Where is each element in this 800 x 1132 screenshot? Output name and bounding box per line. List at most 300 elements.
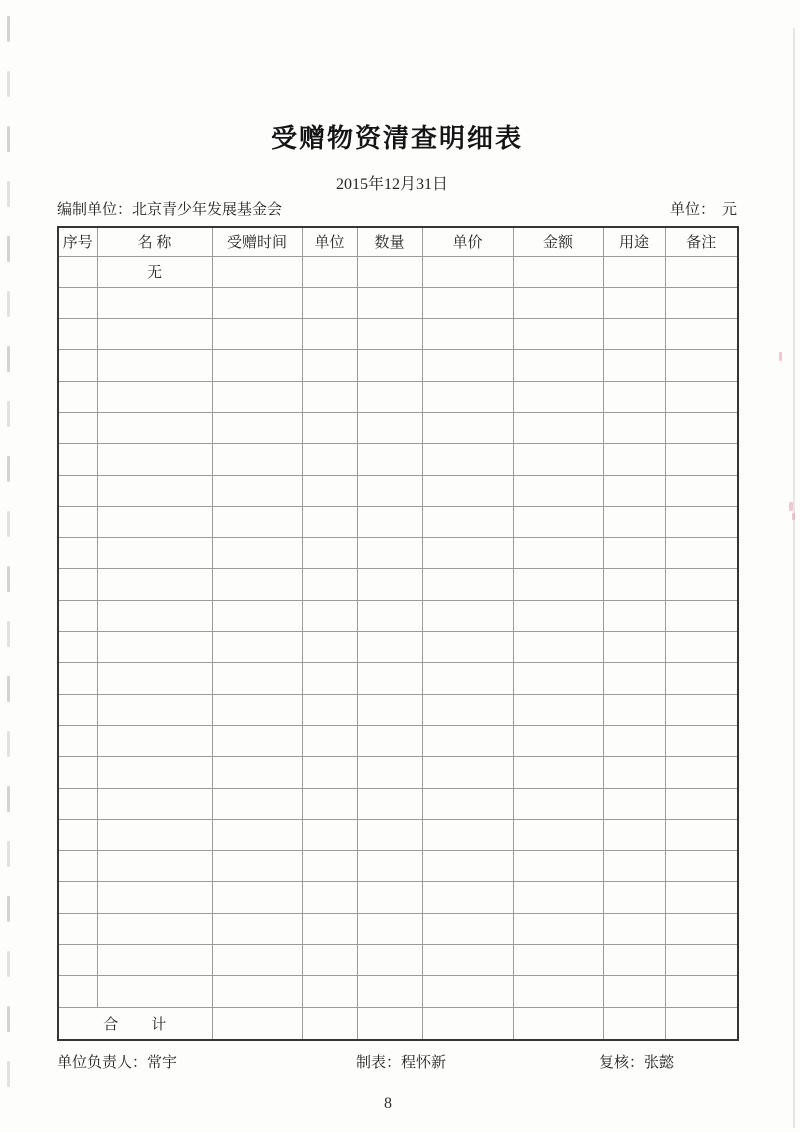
total-row [58, 1007, 738, 1040]
table-cell [97, 381, 212, 412]
table-cell [97, 976, 212, 1007]
table-row [58, 819, 738, 850]
table-cell [357, 444, 422, 475]
table-cell [58, 381, 97, 412]
scan-edge-dash [7, 786, 10, 812]
table-cell [357, 319, 422, 350]
table-body [58, 256, 738, 1007]
table-cell [302, 882, 357, 913]
inventory-table [57, 226, 739, 1041]
table-cell [603, 350, 665, 381]
table-cell [58, 913, 97, 944]
table-cell [665, 600, 738, 631]
table-cell [665, 350, 738, 381]
table-cell [357, 569, 422, 600]
table-row [58, 632, 738, 663]
table-cell [665, 882, 738, 913]
table-cell [665, 1007, 738, 1040]
scan-right-line [793, 28, 795, 1128]
table-row [58, 350, 738, 381]
table-row [58, 976, 738, 1007]
table-cell [665, 757, 738, 788]
scan-edge-dash [7, 951, 10, 977]
scan-edge-dash [7, 841, 10, 867]
table-cell [357, 819, 422, 850]
table-cell [603, 381, 665, 412]
table-cell [513, 882, 603, 913]
table-cell [212, 538, 302, 569]
table-cell [357, 350, 422, 381]
table-cell [97, 475, 212, 506]
table-cell [58, 788, 97, 819]
table-cell [665, 319, 738, 350]
scan-pink-speck [792, 513, 795, 520]
table-cell [302, 632, 357, 663]
table-row [58, 945, 738, 976]
prepared-by-label: 编制单位： [57, 202, 133, 218]
table-cell [97, 412, 212, 443]
table-cell [302, 444, 357, 475]
column-header: 序号 [58, 227, 97, 256]
table-cell [513, 851, 603, 882]
table-cell [422, 757, 513, 788]
column-header: 用途 [603, 227, 665, 256]
table-row [58, 506, 738, 537]
table-cell [513, 1007, 603, 1040]
table-cell [513, 976, 603, 1007]
table-cell [58, 506, 97, 537]
table-cell [357, 538, 422, 569]
table-cell [212, 600, 302, 631]
table-cell [422, 256, 513, 287]
table-cell [97, 757, 212, 788]
table-cell [97, 569, 212, 600]
table-cell [513, 475, 603, 506]
table-cell [513, 444, 603, 475]
table-cell [422, 632, 513, 663]
table-cell [422, 319, 513, 350]
table-cell [357, 882, 422, 913]
table-cell [513, 412, 603, 443]
table-cell [357, 381, 422, 412]
table-cell [302, 913, 357, 944]
table-cell [58, 757, 97, 788]
scan-edge-dash [7, 621, 10, 647]
table-cell [302, 725, 357, 756]
document-title: 受赠物资清查明细表 [270, 123, 523, 153]
table-row [58, 444, 738, 475]
table-cell [422, 725, 513, 756]
table-cell [97, 663, 212, 694]
scan-edge-dash [7, 346, 10, 372]
table-cell [58, 694, 97, 725]
table-row [58, 538, 738, 569]
table-cell [357, 851, 422, 882]
table-cell [97, 945, 212, 976]
table-cell [97, 913, 212, 944]
table-cell [422, 444, 513, 475]
table-cell [603, 632, 665, 663]
table-cell [58, 851, 97, 882]
table-cell [97, 882, 212, 913]
table-row [58, 913, 738, 944]
table-cell [422, 819, 513, 850]
table-cell [513, 538, 603, 569]
table-cell [513, 381, 603, 412]
column-header: 单价 [422, 227, 513, 256]
table-row [58, 256, 738, 287]
table-cell [212, 694, 302, 725]
scan-edge-dash [7, 236, 10, 262]
table-cell [58, 725, 97, 756]
prepared-by-value: 北京青少年发展基金会 [132, 202, 283, 218]
table-cell [665, 506, 738, 537]
table-cell [58, 538, 97, 569]
table-cell [603, 256, 665, 287]
table-cell [58, 819, 97, 850]
table-row [58, 757, 738, 788]
table-cell [665, 256, 738, 287]
table-cell [513, 694, 603, 725]
scan-edge-dash [7, 16, 10, 42]
table-cell [212, 444, 302, 475]
table-cell [357, 788, 422, 819]
table-cell [357, 600, 422, 631]
table-cell [513, 319, 603, 350]
table-cell [302, 600, 357, 631]
table-cell [97, 600, 212, 631]
responsible-person [57, 1051, 177, 1072]
table-cell [302, 1007, 357, 1040]
table-cell [422, 945, 513, 976]
table-cell [58, 350, 97, 381]
table-cell [212, 287, 302, 318]
reviewer-label: 复核： [599, 1055, 645, 1071]
table-cell [513, 945, 603, 976]
table-cell [357, 757, 422, 788]
table-cell [212, 412, 302, 443]
table-cell [603, 319, 665, 350]
currency-unit-label: 单位： [669, 202, 715, 218]
table-cell [357, 913, 422, 944]
table-row [58, 851, 738, 882]
table-cell [603, 694, 665, 725]
scan-edge-dash [7, 401, 10, 427]
table-cell [665, 788, 738, 819]
table-cell [58, 256, 97, 287]
table-row [58, 882, 738, 913]
responsible-value: 常宇 [147, 1055, 178, 1071]
table-cell [212, 945, 302, 976]
table-cell [302, 538, 357, 569]
scan-edge-dash [7, 896, 10, 922]
table-cell [212, 632, 302, 663]
table-cell [665, 381, 738, 412]
table-cell [212, 256, 302, 287]
table-cell [603, 913, 665, 944]
table-cell [603, 506, 665, 537]
scan-edge-dash [7, 1061, 10, 1087]
table-cell [97, 350, 212, 381]
table-cell [513, 663, 603, 694]
table-cell [357, 1007, 422, 1040]
table-cell [603, 976, 665, 1007]
table-cell [665, 412, 738, 443]
scan-edge-dash [7, 566, 10, 592]
table-cell [212, 882, 302, 913]
table-cell [212, 819, 302, 850]
table-cell [212, 757, 302, 788]
table-cell [513, 725, 603, 756]
table-cell: 无 [97, 256, 212, 287]
table-cell [603, 945, 665, 976]
table-cell [603, 1007, 665, 1040]
document-date: 2015年12月31日 [335, 176, 448, 193]
table-cell [212, 506, 302, 537]
table-row [58, 600, 738, 631]
table-cell [302, 506, 357, 537]
table-cell [603, 569, 665, 600]
table-cell [665, 475, 738, 506]
table-cell [422, 851, 513, 882]
table-cell [665, 663, 738, 694]
table-cell [97, 632, 212, 663]
table-cell [302, 945, 357, 976]
table-cell [665, 694, 738, 725]
total-label: 合 计 [58, 1007, 212, 1040]
currency-unit [670, 198, 737, 219]
table-cell [97, 444, 212, 475]
table-cell [302, 475, 357, 506]
table-cell [212, 381, 302, 412]
column-header: 备注 [665, 227, 738, 256]
preparer-label: 制表： [356, 1055, 402, 1071]
table-cell [302, 788, 357, 819]
table-cell [302, 381, 357, 412]
table-cell [513, 287, 603, 318]
scan-edge-dash [7, 291, 10, 317]
table-cell [97, 694, 212, 725]
table-cell [357, 506, 422, 537]
table-cell [603, 725, 665, 756]
scan-edge-dash [7, 676, 10, 702]
table-row [58, 412, 738, 443]
table-cell [58, 600, 97, 631]
table-cell [58, 569, 97, 600]
signature-row [57, 1051, 757, 1071]
table-cell [302, 319, 357, 350]
table-cell [665, 725, 738, 756]
table-cell [422, 663, 513, 694]
table-cell [302, 350, 357, 381]
reviewer [599, 1051, 674, 1072]
table-cell [97, 506, 212, 537]
table-cell [665, 819, 738, 850]
table-cell [422, 506, 513, 537]
table-cell [212, 913, 302, 944]
table-cell [97, 788, 212, 819]
table-cell [422, 538, 513, 569]
table-cell [58, 444, 97, 475]
table-cell [212, 350, 302, 381]
table-cell [302, 256, 357, 287]
table-cell [97, 538, 212, 569]
table-cell [58, 945, 97, 976]
table-cell [513, 350, 603, 381]
table-cell [97, 287, 212, 318]
table-cell [422, 600, 513, 631]
table-cell [357, 256, 422, 287]
table-cell [513, 757, 603, 788]
table-cell [58, 412, 97, 443]
table-cell [665, 444, 738, 475]
table-cell [357, 694, 422, 725]
table-row [58, 287, 738, 318]
preparer-value: 程怀新 [401, 1055, 447, 1071]
table-row [58, 475, 738, 506]
meta-row [57, 198, 737, 219]
table-cell [58, 475, 97, 506]
table-row [58, 663, 738, 694]
table-cell [665, 945, 738, 976]
table-cell [603, 882, 665, 913]
table-cell [302, 757, 357, 788]
table-cell [422, 976, 513, 1007]
table-cell [302, 851, 357, 882]
table-cell [212, 475, 302, 506]
table-cell [603, 819, 665, 850]
table-cell [212, 663, 302, 694]
table-row [58, 788, 738, 819]
reviewer-value: 张懿 [644, 1055, 675, 1071]
table-cell [603, 287, 665, 318]
table-cell [357, 632, 422, 663]
table-cell [665, 913, 738, 944]
table-cell [212, 1007, 302, 1040]
column-header: 受赠时间 [212, 227, 302, 256]
table-cell [212, 725, 302, 756]
table-cell [422, 913, 513, 944]
table-cell [212, 976, 302, 1007]
table-cell [357, 475, 422, 506]
table-cell [58, 632, 97, 663]
table-cell [513, 506, 603, 537]
table-cell [97, 819, 212, 850]
table-cell [58, 663, 97, 694]
table-cell [357, 663, 422, 694]
scan-edge-dash [7, 71, 10, 97]
column-header: 数量 [357, 227, 422, 256]
table-cell [357, 725, 422, 756]
scan-edge-dash [7, 1006, 10, 1032]
table-cell [302, 663, 357, 694]
table-cell [212, 788, 302, 819]
table-cell [603, 538, 665, 569]
table-row [58, 319, 738, 350]
table-cell [513, 256, 603, 287]
table-cell [422, 475, 513, 506]
table-cell [422, 287, 513, 318]
table-cell [665, 538, 738, 569]
table-cell [357, 287, 422, 318]
scan-edge-dash [7, 511, 10, 537]
table-cell [422, 381, 513, 412]
table-cell [58, 976, 97, 1007]
page-number: 8 [384, 1095, 392, 1112]
table-cell [603, 412, 665, 443]
table-cell [513, 913, 603, 944]
table-cell [357, 412, 422, 443]
scan-edge-dash [7, 731, 10, 757]
table-cell [212, 851, 302, 882]
table-cell [422, 788, 513, 819]
table-cell [603, 475, 665, 506]
table-cell [603, 788, 665, 819]
table-cell [422, 694, 513, 725]
preparer [356, 1051, 446, 1072]
table-cell [302, 694, 357, 725]
table-row [58, 569, 738, 600]
table-cell [357, 976, 422, 1007]
table-cell [302, 819, 357, 850]
table-cell [513, 569, 603, 600]
column-header: 金额 [513, 227, 603, 256]
responsible-label: 单位负责人： [57, 1055, 148, 1071]
table-cell [603, 663, 665, 694]
table-cell [422, 1007, 513, 1040]
table-cell [513, 632, 603, 663]
table-cell [302, 976, 357, 1007]
table-cell [58, 882, 97, 913]
table-cell [665, 287, 738, 318]
table-cell [302, 569, 357, 600]
table-cell [422, 350, 513, 381]
table-cell [302, 287, 357, 318]
table-row [58, 725, 738, 756]
table-cell [212, 319, 302, 350]
table-cell [97, 725, 212, 756]
table-cell [422, 882, 513, 913]
scan-pink-speck [779, 352, 782, 361]
table-cell [357, 945, 422, 976]
table-cell [513, 600, 603, 631]
table-cell [513, 819, 603, 850]
table-cell [58, 287, 97, 318]
header-row [58, 227, 738, 256]
table-cell [422, 412, 513, 443]
table-cell [212, 569, 302, 600]
table-cell [302, 412, 357, 443]
table-cell [513, 788, 603, 819]
column-header: 单位 [302, 227, 357, 256]
table-row [58, 694, 738, 725]
scan-edge-dash [7, 456, 10, 482]
table-row [58, 381, 738, 412]
table-cell [97, 319, 212, 350]
table-cell [603, 600, 665, 631]
table-cell [665, 976, 738, 1007]
prepared-by [57, 198, 282, 219]
table-cell [665, 851, 738, 882]
table-cell [603, 757, 665, 788]
table-cell [603, 444, 665, 475]
table-cell [603, 851, 665, 882]
currency-unit-value: 元 [721, 202, 737, 218]
table-cell [58, 319, 97, 350]
column-header: 名 称 [97, 227, 212, 256]
table-cell [97, 851, 212, 882]
table-cell [422, 569, 513, 600]
